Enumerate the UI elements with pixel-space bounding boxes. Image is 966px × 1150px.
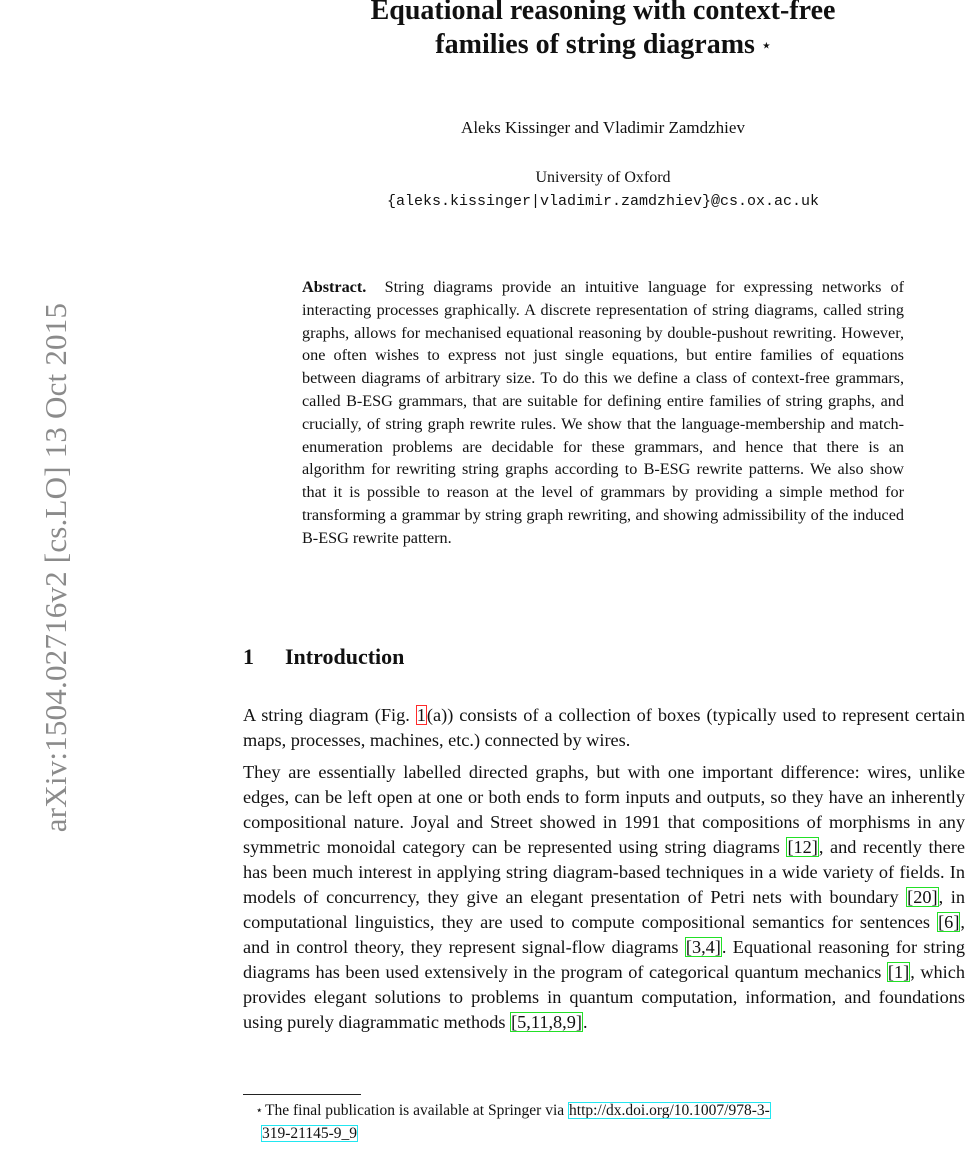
citation-link[interactable]: [12]: [787, 837, 818, 857]
paragraph-text: They are essentially labelled directed graphs, but with one important difference: wires, unlike edges, can be left open at one or both ends to form inputs and outputs, so they have an inherently compositional nature. Joyal and Street showed in 1991 that compositions of morphisms in any symmetric monoidal category can be represented using string diagrams: [243, 762, 965, 857]
footnote: [243, 1099, 965, 1145]
footnote-divider: [243, 1094, 361, 1095]
paper-title: [240, 0, 966, 62]
title-line-2: [240, 28, 966, 62]
figure-reference-link[interactable]: 1: [416, 705, 426, 725]
abstract-label: Abstract.: [302, 278, 367, 296]
paragraph-text: , and recently there has been much interest in applying string diagram-based techniques in a wide variety of fields. In models of concurrency, they give an elegant presentation of Petri nets with boundary: [243, 837, 965, 907]
footnote-marker: ⋆: [255, 1103, 263, 1117]
paragraph-text: , in computational linguistics, they are used to compute compositional semantics for sentences: [243, 887, 965, 932]
paragraph-text: . Equational reasoning for string diagrams has been used extensively in the program of categorical quantum mechanics: [243, 937, 965, 982]
citation-link[interactable]: [20]: [907, 887, 938, 907]
section-title-text: Introduction: [285, 644, 405, 669]
title-line-2-text: families of string diagrams: [435, 29, 755, 60]
affiliation-block: [240, 166, 966, 214]
institution: University of Oxford: [535, 169, 671, 186]
doi-link-continued[interactable]: 319-21145-9_9: [262, 1125, 357, 1142]
author-list: Aleks Kissinger and Vladimir Zamdzhiev: [461, 118, 745, 137]
paragraph-text: , which provides elegant solutions to problems in quantum computation, information, and foundations using purely diagrammatic methods: [243, 962, 966, 1032]
section-number: 1: [243, 644, 254, 669]
paragraph-text: (a)) consists of a collection of boxes (typically used to represent certain maps, processes, machines, etc.) connected by wires.: [243, 705, 965, 750]
abstract-text: String diagrams provide an intuitive language for expressing networks of interacting processes graphically. A discrete representation of string diagrams, called string graphs, allows for mechanised equational reasoning by double-pushout rewriting. However, one often wishes to express not just single equations, but entire families of equations between diagrams of arbitrary size. To do this we define a class of context-free grammars, called B-ESG grammars, that are suitable for defining entire families of string graphs, and crucially, of string graph rewrite rules. We show that the language-membership and match-enumeration problems are decidable for these grammars, and hence that there is an algorithm for rewriting string graphs according to B-ESG rewrite patterns. We also show that it is possible to reason at the level of grammars by providing a simple method for transforming a grammar by string graph rewriting, and showing admissibility of the induced B-ESG rewrite pattern.: [302, 278, 905, 547]
paragraph-text: A string diagram (Fig.: [243, 705, 416, 725]
paragraph: [243, 760, 965, 1035]
doi-link[interactable]: http://dx.doi.org/10.1007/978-3-: [569, 1102, 770, 1119]
abstract: [302, 276, 904, 550]
title-footnote-marker: ⋆: [761, 39, 771, 54]
citation-link[interactable]: [1]: [887, 962, 910, 982]
title-line-1: Equational reasoning with context-free: [370, 0, 836, 26]
arxiv-identifier-stamp: [0, 205, 73, 930]
paragraph-text: .: [582, 1012, 588, 1032]
citation-link[interactable]: [3,4]: [685, 937, 721, 957]
footnote-text: The final publication is available at Springer via: [265, 1102, 569, 1119]
paragraph-text: , and in control theory, they represent signal-flow diagrams: [243, 912, 965, 957]
arxiv-identifier-text: arXiv:1504.02716v2 [cs.LO] 13 Oct 2015: [38, 302, 73, 833]
author-email: {aleks.kissinger|vladimir.zamdzhiev}@cs.ox.ac.uk: [386, 193, 820, 210]
citation-link[interactable]: [5,11,8,9]: [511, 1012, 582, 1032]
section-heading: [243, 644, 404, 670]
paragraph: [243, 703, 965, 753]
citation-link[interactable]: [6]: [938, 912, 960, 932]
